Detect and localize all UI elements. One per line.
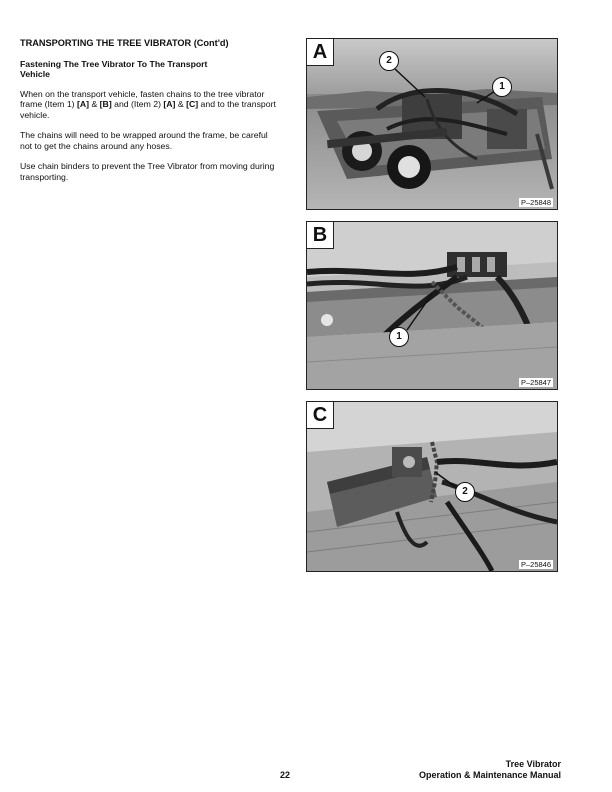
paragraph-binders: Use chain binders to prevent the Tree Vibrator from moving during transporting. (20, 161, 275, 182)
ref-fig-a-2: [A] (163, 99, 176, 109)
figure-b (306, 221, 558, 390)
figure-b-photo (307, 222, 557, 389)
page-number: 22 (280, 770, 291, 780)
subheading (20, 59, 278, 80)
figure-c-photo (307, 402, 557, 571)
subheading-line2: Vehicle (20, 69, 50, 79)
subheading-line1: Fastening The Tree Vibrator To The Transport (20, 58, 208, 69)
figure-b-letter: B (307, 222, 334, 249)
ref-fig-c: [C] (186, 99, 199, 109)
manual-title-line1: Tree Vibrator (505, 759, 561, 769)
figure-a (306, 38, 558, 210)
manual-title (419, 759, 561, 781)
figure-c-code: P–25846 (520, 560, 551, 569)
figure-c-callout-2: 2 (455, 482, 475, 502)
figure-a-letter: A (307, 39, 334, 66)
figure-b-code: P–25847 (520, 378, 551, 387)
para1-amp1: & (89, 99, 100, 109)
figure-a-code: P–25848 (520, 198, 551, 207)
ref-fig-b: [B] (99, 99, 112, 109)
figure-c (306, 401, 558, 572)
manual-title-line2: Operation & Maintenance Manual (418, 770, 561, 780)
paragraph-fasten (20, 89, 278, 121)
paragraph-hoses: The chains will need to be wrapped around the frame, be careful not to get the chains around any hoses. (20, 130, 268, 151)
figure-c-letter: C (307, 402, 334, 429)
figure-a-callout-1: 1 (492, 77, 512, 97)
para1-amp2: & (175, 99, 187, 109)
figure-a-callout-2: 2 (379, 51, 399, 71)
figure-b-callout-1: 1 (389, 327, 409, 347)
para1-text-a: When on the transport vehicle, fasten chains to the tree vibrator frame (Item 1) (20, 88, 265, 109)
ref-fig-a: [A] (76, 99, 90, 109)
para1-text-c: and to the transport vehicle. (20, 99, 276, 120)
section-title: TRANSPORTING THE TREE VIBRATOR (Cont'd) (20, 38, 229, 48)
text-column (20, 38, 278, 192)
figure-a-photo (307, 39, 557, 209)
para1-text-b: and (Item 2) (111, 99, 164, 109)
